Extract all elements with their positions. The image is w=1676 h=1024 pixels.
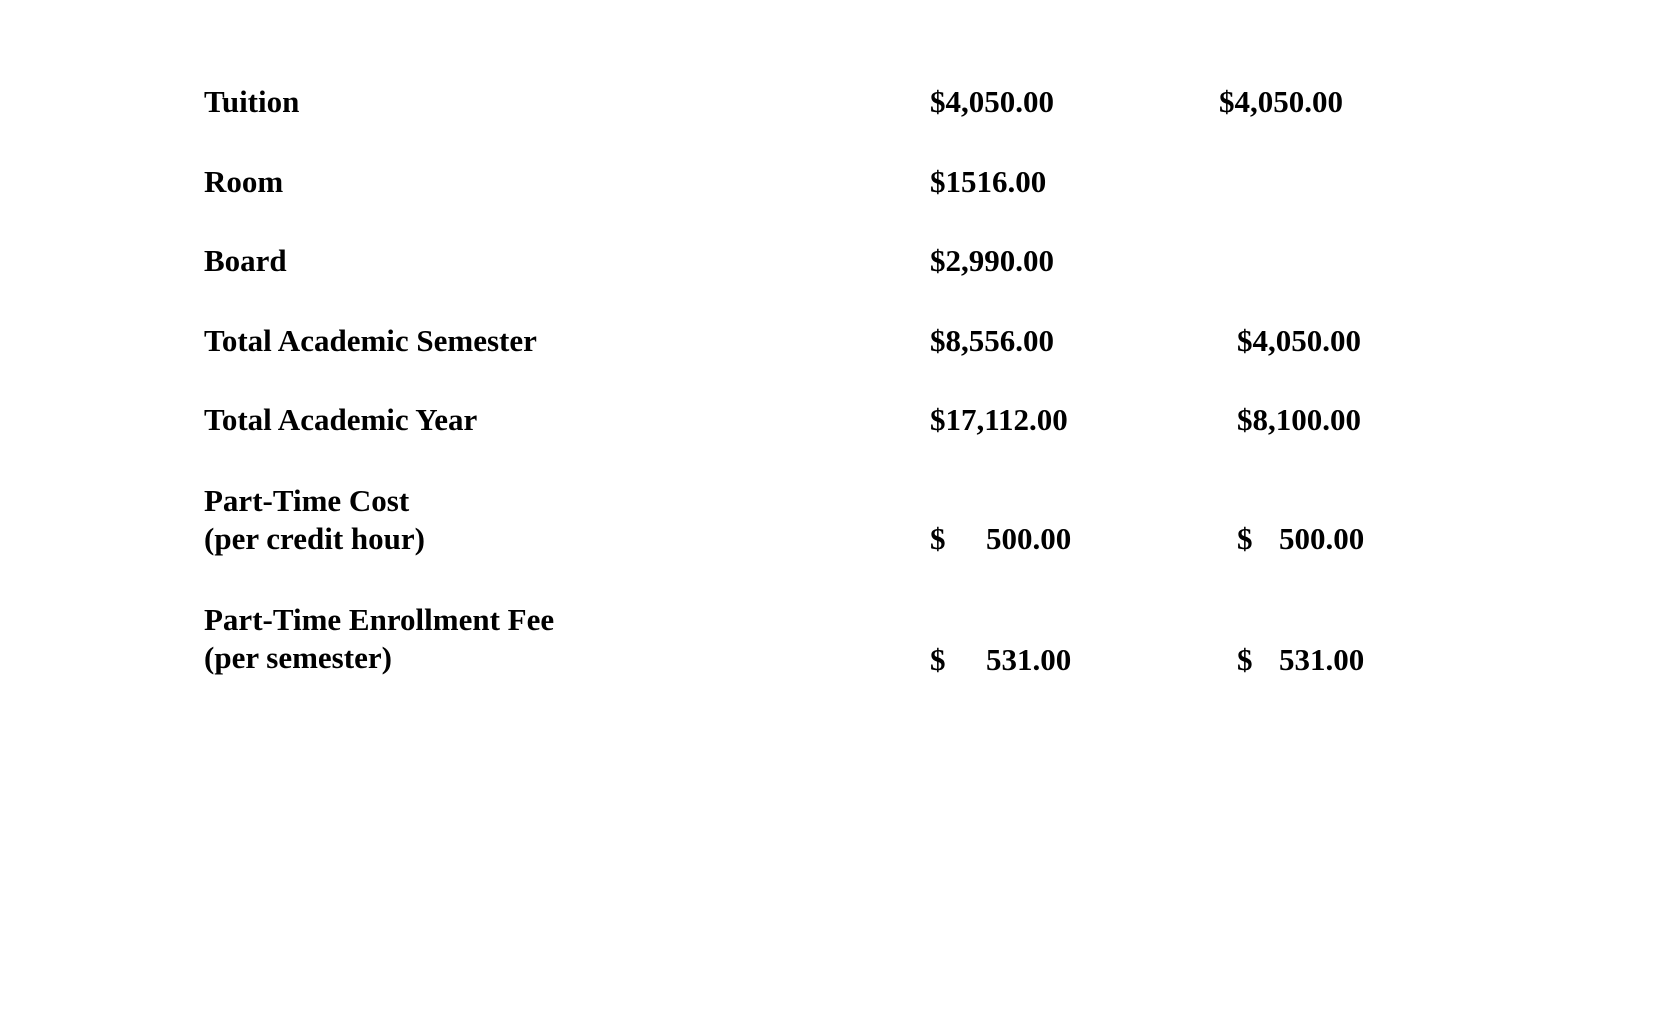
row-label: Room [204, 164, 284, 199]
row-label-line-2: (per credit hour) [204, 521, 425, 556]
amount: 500.00 [1279, 521, 1365, 556]
row-label-line-2: (per semester) [204, 640, 392, 675]
column-1-value: $17,112.00 [930, 402, 1068, 437]
column-1-value [930, 641, 1071, 679]
amount: 500.00 [986, 521, 1072, 556]
column-1-value [930, 520, 1071, 558]
row-label [204, 601, 554, 677]
column-2-value [1237, 520, 1364, 558]
row-label [204, 482, 425, 558]
row-label: Tuition [204, 84, 300, 119]
row-label-line-1: Part-Time Cost [204, 483, 410, 518]
column-1-value: $4,050.00 [930, 84, 1054, 119]
currency-symbol: $ [1237, 642, 1253, 677]
column-2-value: $4,050.00 [1219, 84, 1343, 119]
amount: 531.00 [986, 642, 1072, 677]
column-2-value [1237, 641, 1364, 679]
currency-symbol: $ [930, 642, 946, 677]
row-label: Total Academic Semester [204, 323, 537, 358]
column-2-value: $8,100.00 [1237, 402, 1361, 437]
amount: 531.00 [1279, 642, 1365, 677]
column-2-value: $4,050.00 [1237, 323, 1361, 358]
currency-symbol: $ [1237, 521, 1253, 556]
column-1-value: $2,990.00 [930, 243, 1054, 278]
row-label: Total Academic Year [204, 402, 478, 437]
currency-symbol: $ [930, 521, 946, 556]
row-label-line-1: Part-Time Enrollment Fee [204, 602, 555, 637]
column-1-value: $8,556.00 [930, 323, 1054, 358]
row-label: Board [204, 243, 287, 278]
column-1-value: $1516.00 [930, 164, 1047, 199]
